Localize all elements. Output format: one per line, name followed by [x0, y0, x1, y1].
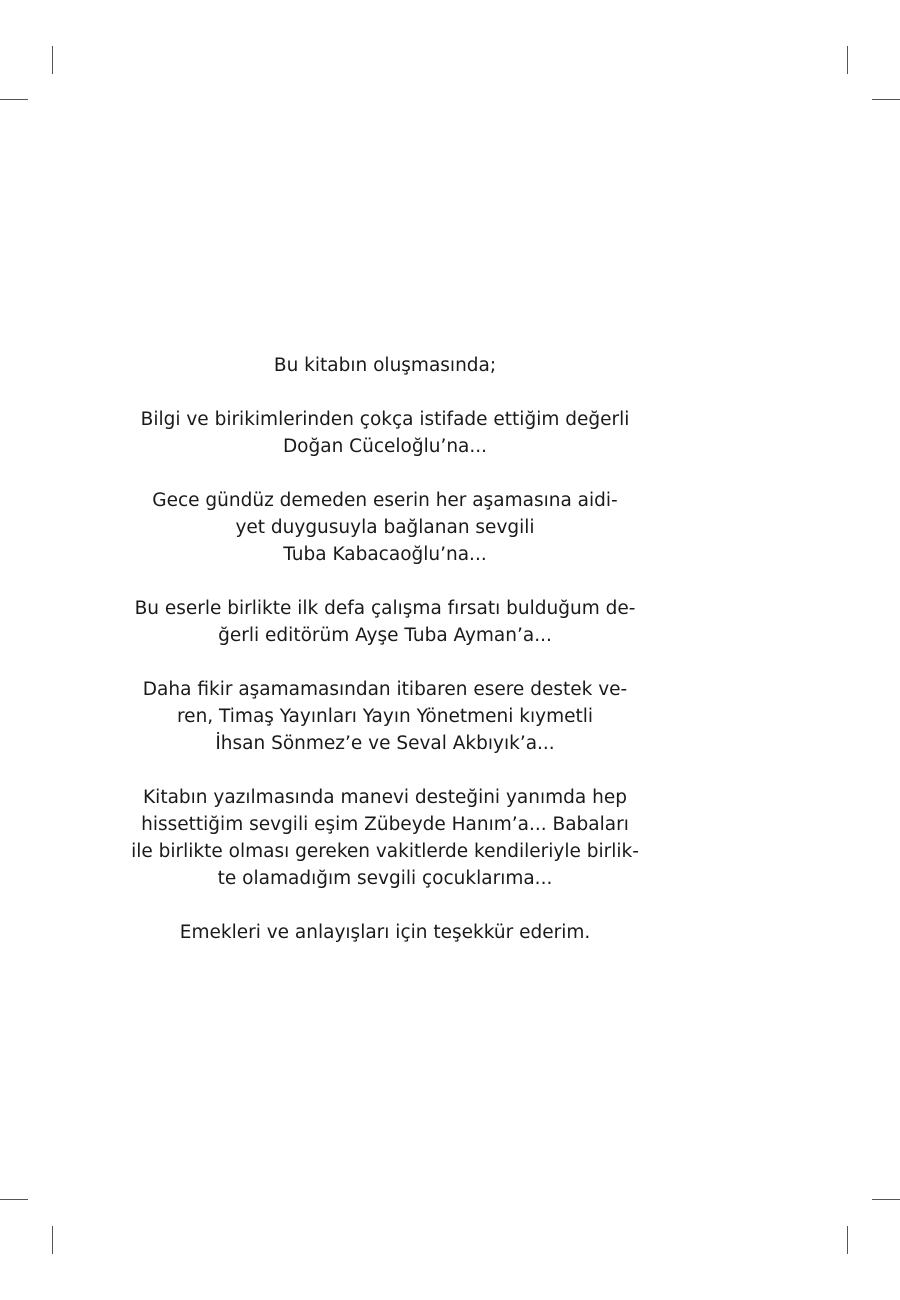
- acknowledgement-paragraph: [120, 487, 650, 568]
- crop-mark-top-right-vertical: [847, 46, 848, 74]
- crop-mark-bottom-left-vertical: [52, 1226, 53, 1254]
- acknowledgement-paragraph: [120, 406, 650, 460]
- text-line: ğerli editörüm Ayşe Tuba Ayman’a...: [218, 625, 552, 646]
- acknowledgements-text: [120, 352, 650, 946]
- acknowledgement-paragraph: [120, 784, 650, 892]
- text-line: Daha fikir aşamamasından itibaren esere destek ve-: [142, 679, 628, 700]
- text-line: te olamadığım sevgili çocuklarıma...: [217, 868, 553, 889]
- acknowledgement-paragraph: [120, 595, 650, 649]
- text-line: Bu eserle birlikte ilk defa çalışma fırsatı bulduğum de-: [134, 598, 636, 619]
- text-line: ren, Timaş Yayınları Yayın Yönetmeni kıymetli: [176, 706, 593, 727]
- text-line: ile birlikte olması gereken vakitlerde kendileriyle birlik-: [131, 841, 639, 862]
- text-line: hissettiğim sevgili eşim Zübeyde Hanım’a... Babaları: [141, 814, 629, 835]
- crop-mark-top-left-horizontal: [0, 99, 28, 100]
- crop-mark-top-right-horizontal: [872, 99, 900, 100]
- crop-mark-bottom-right-vertical: [847, 1226, 848, 1254]
- text-line: Bu kitabın oluşmasında;: [273, 355, 497, 376]
- text-line: Doğan Cüceloğlu’na...: [282, 436, 488, 457]
- text-line: İhsan Sönmez’e ve Seval Akbıyık’a...: [215, 733, 555, 754]
- text-line: Bilgi ve birikimlerinden çokça istifade ettiğim değerli: [140, 409, 630, 430]
- crop-mark-top-left-vertical: [52, 46, 53, 74]
- text-line: yet duygusuyla bağlanan sevgili: [235, 517, 535, 538]
- acknowledgement-paragraph: [120, 676, 650, 757]
- text-line: Gece gündüz demeden eserin her aşamasına aidi-: [152, 490, 618, 511]
- acknowledgements-intro: [120, 352, 650, 379]
- text-line: Kitabın yazılmasında manevi desteğini yanımda hep: [143, 787, 627, 808]
- crop-mark-bottom-right-horizontal: [872, 1199, 900, 1200]
- acknowledgements-closing: [120, 919, 650, 946]
- text-line: Emekleri ve anlayışları için teşekkür ederim.: [179, 922, 591, 943]
- crop-mark-bottom-left-horizontal: [0, 1199, 28, 1200]
- text-line: Tuba Kabacaoğlu’na...: [283, 544, 487, 565]
